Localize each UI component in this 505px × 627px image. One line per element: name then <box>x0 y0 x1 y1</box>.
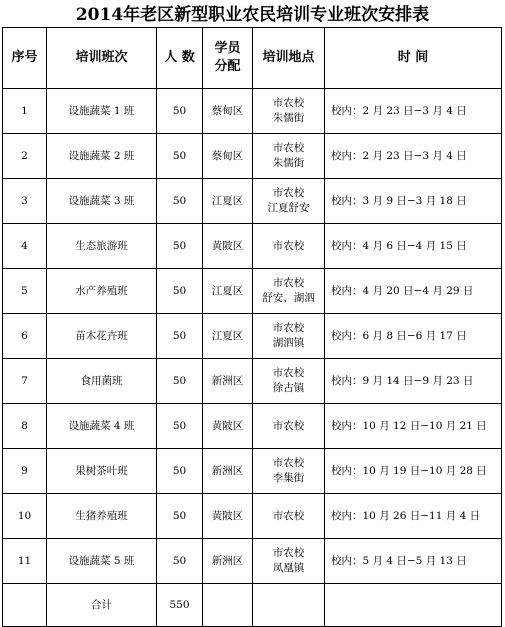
header-time: 时 间 <box>325 28 502 89</box>
row-class-name: 生猪养殖班 <box>47 494 157 539</box>
row-time: 校内：9 月 14 日−9 月 23 日 <box>325 359 502 404</box>
row-index: 11 <box>3 539 47 584</box>
row-index: 10 <box>3 494 47 539</box>
row-index: 9 <box>3 449 47 494</box>
total-district-cell <box>203 584 253 627</box>
row-class-name: 苗木花卉班 <box>47 314 157 359</box>
row-district: 新洲区 <box>203 449 253 494</box>
row-location <box>253 179 325 224</box>
row-count: 50 <box>157 89 203 134</box>
row-count: 50 <box>157 134 203 179</box>
row-index: 8 <box>3 404 47 449</box>
row-class-name: 设施蔬菜 4 班 <box>47 404 157 449</box>
row-district: 江夏区 <box>203 179 253 224</box>
table-row <box>3 494 502 539</box>
row-time: 校内：2 月 23 日−3 月 4 日 <box>325 89 502 134</box>
row-location-line1: 市农校 <box>272 142 305 154</box>
row-location-line1: 市农校 <box>272 419 305 432</box>
row-location-line2: 朱儒街 <box>272 157 305 169</box>
table-row <box>3 134 502 179</box>
row-time: 校内：10 月 19 日−10 月 28 日 <box>325 449 502 494</box>
row-class-name: 设施蔬菜 5 班 <box>47 539 157 584</box>
header-count: 人 数 <box>157 28 203 89</box>
row-location <box>253 494 325 539</box>
row-time: 校内：4 月 6 日−4 月 15 日 <box>325 224 502 269</box>
row-location <box>253 314 325 359</box>
row-index: 1 <box>3 89 47 134</box>
row-class-name: 生态旅游班 <box>47 224 157 269</box>
row-location-line2: 徐古镇 <box>272 382 305 394</box>
row-location-line1: 市农校 <box>272 322 305 334</box>
row-class-name: 果树茶叶班 <box>47 449 157 494</box>
row-count: 50 <box>157 404 203 449</box>
row-location-line1: 市农校 <box>272 457 305 469</box>
header-district-line1: 学员 <box>214 41 241 56</box>
schedule-table <box>2 27 502 627</box>
header-row <box>3 28 502 89</box>
row-location-line1: 市农校 <box>272 187 305 199</box>
table-body <box>3 89 502 584</box>
row-location-line1: 市农校 <box>272 509 305 522</box>
table-row <box>3 179 502 224</box>
row-location-line2: 舒安、湖泗 <box>262 292 315 304</box>
row-district: 蔡甸区 <box>203 134 253 179</box>
row-district: 江夏区 <box>203 314 253 359</box>
total-location-cell <box>253 584 325 627</box>
row-location-line1: 市农校 <box>272 97 305 109</box>
row-location <box>253 134 325 179</box>
total-label: 合计 <box>47 584 157 627</box>
table-row <box>3 89 502 134</box>
row-location-line2: 李集街 <box>272 472 305 484</box>
row-count: 50 <box>157 179 203 224</box>
row-location <box>253 224 325 269</box>
header-location: 培训地点 <box>253 28 325 89</box>
row-district: 黄陂区 <box>203 494 253 539</box>
row-index: 2 <box>3 134 47 179</box>
total-row <box>3 584 502 627</box>
row-district: 黄陂区 <box>203 404 253 449</box>
row-index: 3 <box>3 179 47 224</box>
total-index-cell <box>3 584 47 627</box>
row-location-line2: 朱儒街 <box>272 112 305 124</box>
row-district: 黄陂区 <box>203 224 253 269</box>
row-time: 校内：6 月 8 日−6 月 17 日 <box>325 314 502 359</box>
row-location-line1: 市农校 <box>272 277 305 289</box>
row-count: 50 <box>157 449 203 494</box>
row-count: 50 <box>157 359 203 404</box>
table-row <box>3 539 502 584</box>
row-count: 50 <box>157 269 203 314</box>
row-time: 校内：10 月 12 日−10 月 21 日 <box>325 404 502 449</box>
row-class-name: 设施蔬菜 2 班 <box>47 134 157 179</box>
row-district: 新洲区 <box>203 539 253 584</box>
row-count: 50 <box>157 314 203 359</box>
row-time: 校内：3 月 9 日−3 月 18 日 <box>325 179 502 224</box>
row-time: 校内：5 月 4 日−5 月 13 日 <box>325 539 502 584</box>
row-district: 江夏区 <box>203 269 253 314</box>
row-location <box>253 449 325 494</box>
row-class-name: 水产养殖班 <box>47 269 157 314</box>
row-count: 50 <box>157 539 203 584</box>
row-location-line1: 市农校 <box>272 239 305 252</box>
header-district-line2: 分配 <box>214 59 241 74</box>
row-count: 50 <box>157 224 203 269</box>
row-class-name: 设施蔬菜 1 班 <box>47 89 157 134</box>
row-time: 校内：10 月 26 日−11 月 4 日 <box>325 494 502 539</box>
table-row <box>3 449 502 494</box>
header-index: 序号 <box>3 28 47 89</box>
row-location-line1: 市农校 <box>272 367 305 379</box>
row-location <box>253 269 325 314</box>
table-row <box>3 404 502 449</box>
row-index: 5 <box>3 269 47 314</box>
row-location <box>253 539 325 584</box>
row-count: 50 <box>157 494 203 539</box>
row-location-line2: 江夏舒安 <box>267 202 310 214</box>
row-location-line1: 市农校 <box>272 547 305 559</box>
table-row <box>3 314 502 359</box>
row-class-name: 食用菌班 <box>47 359 157 404</box>
header-district <box>203 28 253 89</box>
row-district: 蔡甸区 <box>203 89 253 134</box>
page-title: 2014年老区新型职业农民培训专业班次安排表 <box>75 5 430 25</box>
row-time: 校内：4 月 20 日−4 月 29 日 <box>325 269 502 314</box>
total-time-cell <box>325 584 502 627</box>
row-location <box>253 404 325 449</box>
table-row <box>3 224 502 269</box>
total-count: 550 <box>157 584 203 627</box>
row-location-line2: 湖泗镇 <box>272 337 305 349</box>
row-location-line2: 凤凰镇 <box>272 562 305 574</box>
row-index: 4 <box>3 224 47 269</box>
row-index: 6 <box>3 314 47 359</box>
row-location <box>253 359 325 404</box>
table-row <box>3 269 502 314</box>
header-class-name: 培训班次 <box>47 28 157 89</box>
table-row <box>3 359 502 404</box>
row-district: 新洲区 <box>203 359 253 404</box>
row-class-name: 设施蔬菜 3 班 <box>47 179 157 224</box>
row-index: 7 <box>3 359 47 404</box>
row-location <box>253 89 325 134</box>
row-time: 校内：2 月 23 日−3 月 4 日 <box>325 134 502 179</box>
